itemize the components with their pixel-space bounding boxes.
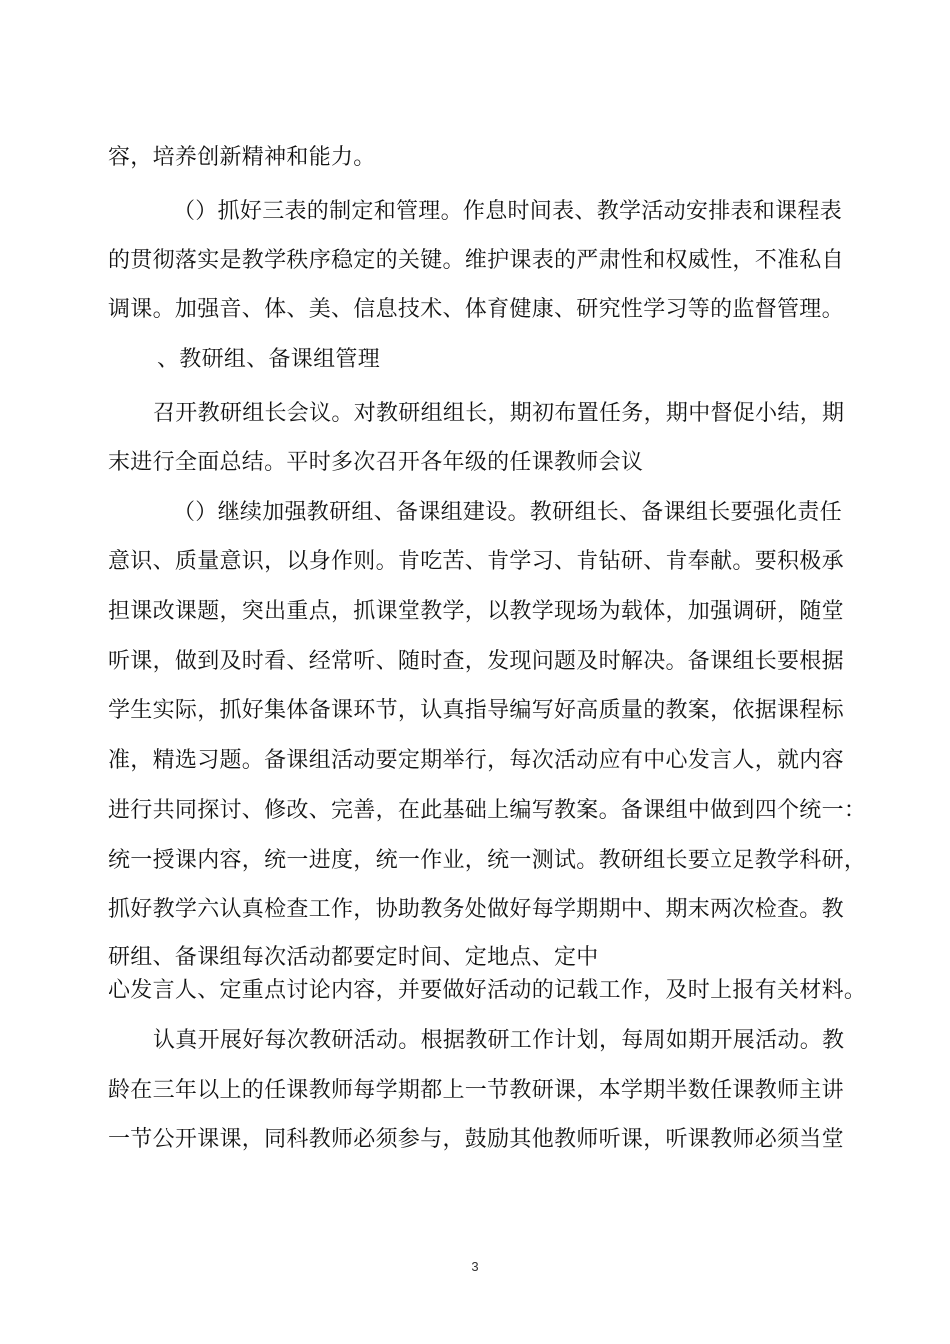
- text-line: 抓好教学六认真检查工作，协助教务处做好每学期期中、期末两次检查。教: [108, 897, 844, 922]
- text-line: 听课，做到及时看、经常听、随时查，发现问题及时解决。备课组长要根据: [108, 649, 844, 674]
- text-line: 准，精选习题。备课组活动要定期举行，每次活动应有中心发言人，就内容: [108, 748, 844, 773]
- section-heading: 、教研组、备课组管理: [157, 347, 381, 372]
- text-line: 调课。加强音、体、美、信息技术、体育健康、研究性学习等的监督管理。: [108, 297, 844, 322]
- page-number: 3: [471, 1259, 479, 1274]
- text-line: 的贯彻落实是教学秩序稳定的关键。维护课表的严肃性和权威性，不准私自: [108, 248, 844, 273]
- text-line: 末进行全面总结。平时多次召开各年级的任课教师会议: [108, 450, 644, 475]
- text-line: 研组、备课组每次活动都要定时间、定地点、定中: [108, 945, 599, 970]
- text-line: 心发言人、定重点讨论内容，并要做好活动的记载工作，及时上报有关材料。: [108, 978, 867, 1003]
- text-line: 召开教研组长会议。对教研组组长，期初布置任务，期中督促小结，期: [153, 401, 845, 426]
- text-line: 学生实际，抓好集体备课环节，认真指导编写好高质量的教案，依据课程标: [108, 698, 844, 723]
- text-line: 容，培养创新精神和能力。: [108, 145, 376, 170]
- text-line: 担课改课题，突出重点，抓课堂教学，以教学现场为载体，加强调研，随堂: [108, 599, 844, 624]
- text-line: 龄在三年以上的任课教师每学期都上一节教研课，本学期半数任课教师主讲: [108, 1078, 844, 1103]
- text-line: 认真开展好每次教研活动。根据教研工作计划，每周如期开展活动。教: [153, 1028, 845, 1053]
- text-line: 进行共同探讨、修改、完善，在此基础上编写教案。备课组中做到四个统一：: [108, 798, 867, 823]
- text-line: （）继续加强教研组、备课组建设。教研组长、备课组长要强化责任: [173, 500, 843, 525]
- text-line: （）抓好三表的制定和管理。作息时间表、教学活动安排表和课程表: [173, 199, 843, 224]
- text-line: 统一授课内容，统一进度，统一作业，统一测试。教研组长要立足教学科研，: [108, 848, 867, 873]
- text-line: 一节公开课课，同科教师必须参与，鼓励其他教师听课，听课教师必须当堂: [108, 1127, 844, 1152]
- text-line: 意识、质量意识，以身作则。肯吃苦、肯学习、肯钻研、肯奉献。要积极承: [108, 549, 844, 574]
